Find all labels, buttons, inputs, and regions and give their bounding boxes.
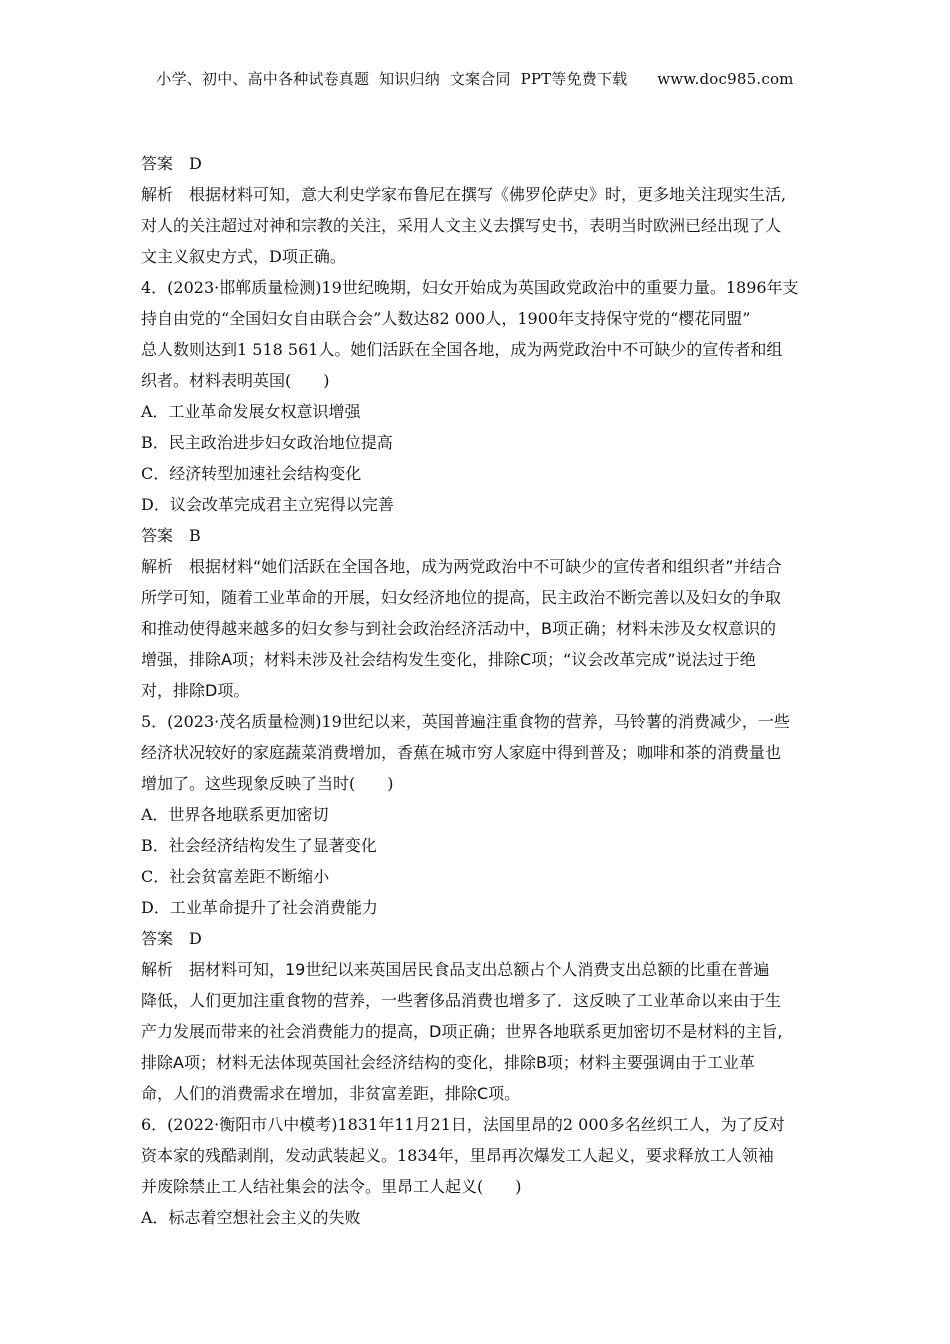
q5-analysis-line: 降低，人们更加注重食物的营养，一些奢侈品消费也增多了．这反映了工业革命以来由于生	[141, 991, 782, 1010]
q6-stem-line: 6．(2022·衡阳市八中模考)1831年11月21日，法国里昂的2 000多名丝织工人，为了反对	[141, 1115, 785, 1134]
q6-option-a: A．标志着空想社会主义的失败	[141, 1208, 361, 1227]
q3-analysis-line: 对人的关注超过对神和宗教的关注，采用人文主义去撰写史书，表明当时欧洲已经出现了人	[141, 216, 782, 235]
q5-analysis-line: 产力发展而带来的社会消费能力的提高，D项正确；世界各地联系更加密切不是材料的主旨,	[141, 1022, 783, 1041]
q4-analysis-line: 和推动使得越来越多的妇女参与到社会政治经济活动中，B项正确；材料未涉及女权意识的	[141, 619, 776, 638]
q5-stem-line: 经济状况较好的家庭蔬菜消费增加，香蕉在城市穷人家庭中得到普及；咖啡和茶的消费量也	[141, 743, 782, 762]
q5-option-b: B．社会经济结构发生了显著变化	[141, 836, 377, 855]
q5-analysis-line: 排除A项；材料无法体现英国社会经济结构的变化，排除B项；材料主要强调由于工业革	[141, 1053, 755, 1072]
q4-analysis-line: 所学可知，随着工业革命的开展，妇女经济地位的提高，民主政治不断完善以及妇女的争取	[141, 588, 782, 607]
q5-option-d: D．工业革命提升了社会消费能力	[141, 898, 378, 917]
q3-answer: 答案 D	[141, 154, 202, 173]
q4-answer: 答案 B	[141, 526, 201, 545]
q5-stem-line: 5．(2023·茂名质量检测)19世纪以来，英国普遍注重食物的营养，马铃薯的消费减少，一些	[141, 712, 790, 731]
q4-stem-line: 总人数则达到1 518 561人。她们活跃在全国各地，成为两党政治中不可缺少的宣传者和组	[141, 340, 783, 359]
q4-analysis-line: 对，排除D项。	[141, 681, 250, 700]
q5-answer: 答案 D	[141, 929, 202, 948]
q3-analysis-line: 解析 根据材料可知，意大利史学家布鲁尼在撰写《佛罗伦萨史》时，更多地关注现实生活,	[141, 185, 787, 204]
q4-analysis-line: 解析 根据材料“她们活跃在全国各地，成为两党政治中不可缺少的宣传者和组织者”并结合	[141, 557, 782, 576]
q6-stem-line: 资本家的残酷剥削，发动武装起义。1834年，里昂再次爆发工人起义，要求释放工人领袖	[141, 1146, 774, 1165]
q4-stem-line: 织者。材料表明英国( )	[141, 371, 330, 390]
q6-stem-line: 并废除禁止工人结社集会的法令。里昂工人起义( )	[141, 1177, 522, 1196]
page-header: 小学、初中、高中各种试卷真题 知识归纳 文案合同 PPT等免费下载 www.doc985.com	[156, 70, 794, 88]
page-content	[141, 146, 811, 1233]
q4-stem-line: 持自由党的“全国妇女自由联合会”人数达82 000人，1900年支持保守党的“樱花同盟”	[141, 309, 751, 328]
q5-analysis-line: 解析 据材料可知，19世纪以来英国居民食品支出总额占个人消费支出总额的比重在普遍	[141, 960, 770, 979]
q4-option-c: C．经济转型加速社会结构变化	[141, 464, 362, 483]
q5-stem-line: 增加了。这些现象反映了当时( )	[141, 774, 394, 793]
q5-analysis-line: 命，人们的消费需求在增加，非贫富差距，排除C项。	[141, 1084, 521, 1103]
q5-option-c: C．社会贫富差距不断缩小	[141, 867, 330, 886]
q4-option-a: A．工业革命发展女权意识增强	[141, 402, 361, 421]
q4-analysis-line: 增强，排除A项；材料未涉及社会结构发生变化，排除C项；“议会改革完成”说法过于绝	[141, 650, 756, 669]
q4-stem-line: 4．(2023·邯郸质量检测)19世纪晚期，妇女开始成为英国政党政治中的重要力量。1896年支	[141, 278, 799, 297]
q4-option-d: D．议会改革完成君主立宪得以完善	[141, 495, 394, 514]
q3-analysis-line: 文主义叙史方式，D项正确。	[141, 247, 346, 266]
q4-option-b: B．民主政治进步妇女政治地位提高	[141, 433, 393, 452]
q5-option-a: A．世界各地联系更加密切	[141, 805, 329, 824]
